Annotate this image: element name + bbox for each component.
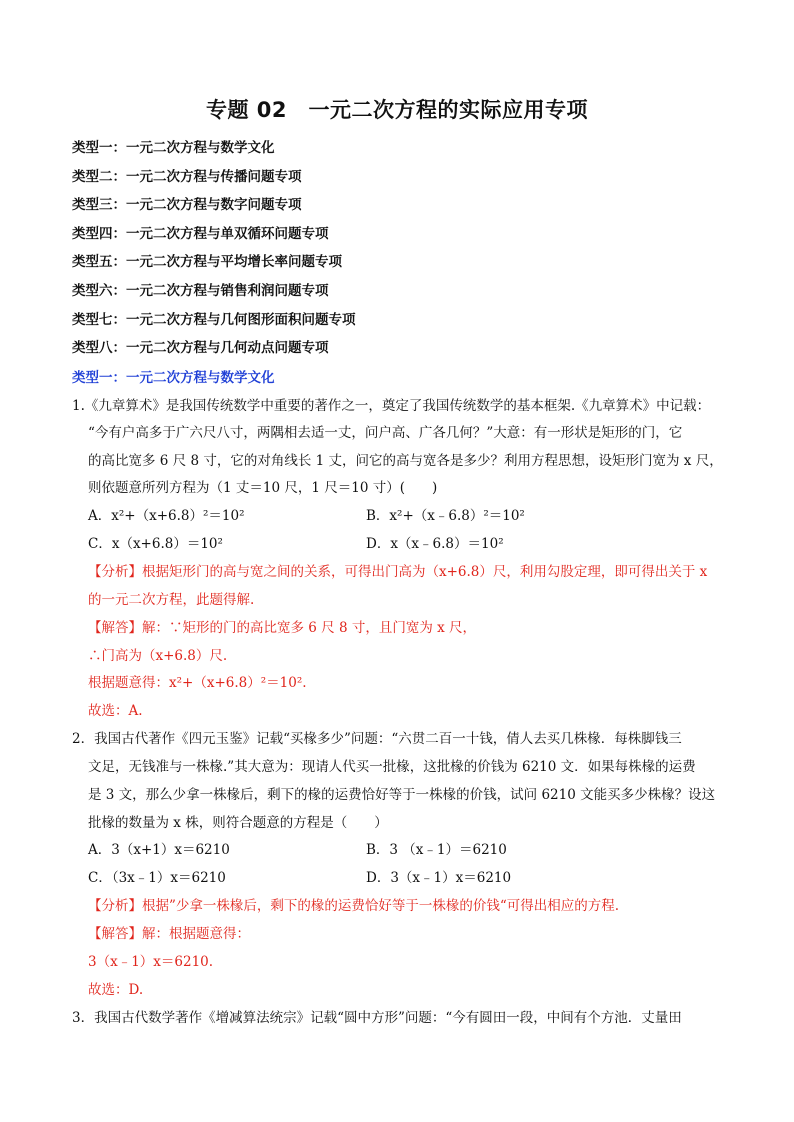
q1-stem-line-3: 的高比宽多 6 尺 8 寸，它的对角线长 1 丈，问它的高与宽各是多少？利用方程思想，设矩形门宽为 x 尺， [88, 453, 723, 469]
q2-solution-line-1 [88, 922, 250, 942]
section-heading: 类型一：一元二次方程与数学文化 [72, 370, 275, 386]
table-of-contents [72, 134, 356, 363]
q1-solution-line-2: ∴门高为（x+6.8）尺. [88, 648, 228, 664]
q1-option-c: C．x（x+6.8）＝10² [88, 536, 223, 552]
q2-solution-text: 解：根据题意得： [142, 926, 250, 942]
solution-tag: 【解答】 [88, 620, 142, 636]
q1-option-b: B．x²+（x﹣6.8）²＝10² [366, 508, 525, 524]
toc-item-6: 类型六：一元二次方程与销售利润问题专项 [72, 282, 329, 299]
q2-answer: 故选：D. [88, 982, 144, 998]
toc-item-7: 类型七：一元二次方程与几何图形面积问题专项 [72, 311, 356, 328]
q2-analysis-line-1 [88, 894, 619, 914]
q1-option-a: A．x²+（x+6.8）²＝10² [88, 508, 245, 524]
q1-analysis-text: 根据矩形门的高与宽之间的关系，可得出门高为（x+6.8）尺，利用勾股定理，即可得出关于 x [142, 564, 708, 580]
q2-option-c: C．（3x﹣1）x＝6210 [88, 870, 226, 886]
q2-option-d: D．3（x﹣1）x＝6210 [366, 870, 512, 886]
q3-stem-line-1: 3．我国古代数学著作《增减算法统宗》记载“圆中方形”问题：“今有圆田一段，中间有个方池．丈量田 [72, 1010, 682, 1026]
q1-answer: 故选：A. [88, 703, 143, 719]
q2-option-a: A．3（x+1）x＝6210 [88, 842, 230, 858]
toc-item-1: 类型一：一元二次方程与数学文化 [72, 140, 275, 156]
q1-analysis-line-1 [88, 560, 707, 580]
analysis-tag: 【分析】 [88, 564, 142, 580]
q2-stem-line-2: 文足，无钱准与一株椽.”其大意为：现请人代买一批椽，这批椽的价钱为 6210 文．如果每株椽的运费 [88, 759, 696, 775]
page-title: 专题 02 一元二次方程的实际应用专项 [205, 98, 589, 122]
toc-item-2: 类型二：一元二次方程与传播问题专项 [72, 168, 302, 185]
q1-stem-line-1: 1.《九章算术》是我国传统数学中重要的著作之一，奠定了我国传统数学的基本框架.《九章算术》中记载： [72, 398, 711, 414]
q2-analysis-text: 根据”少拿一株椽后，剩下的椽的运费恰好等于一株椽的价钱“可得出相应的方程. [142, 898, 620, 914]
toc-item-5: 类型五：一元二次方程与平均增长率问题专项 [72, 254, 342, 271]
q2-stem-line-4: 批椽的数量为 x 株，则符合题意的方程是（ ） [88, 815, 388, 831]
analysis-tag: 【分析】 [88, 898, 142, 914]
solution-tag: 【解答】 [88, 926, 142, 942]
q1-solution-text: 解：∵矩形的门的高比宽多 6 尺 8 寸，且门宽为 x 尺， [142, 620, 477, 636]
q1-solution-line-3: 根据题意得：x²+（x+6.8）²＝10². [88, 675, 307, 691]
q1-solution-line-1 [88, 616, 476, 636]
q2-stem-line-1: 2．我国古代著作《四元玉鉴》记载“买椽多少”问题：“六贯二百一十钱，倩人去买几株椽．每株脚钱三 [72, 731, 682, 747]
toc-item-8: 类型八：一元二次方程与几何动点问题专项 [72, 340, 329, 357]
q1-analysis-line-2: 的一元二次方程，此题得解. [88, 592, 255, 608]
toc-item-4: 类型四：一元二次方程与单双循环问题专项 [72, 225, 329, 242]
q1-stem-line-2: “今有户高多于广六尺八寸，两隅相去适一丈，问户高、广各几何？”大意：有一形状是矩形的门，它 [88, 425, 683, 441]
q2-solution-line-2: 3（x﹣1）x＝6210. [88, 954, 214, 970]
q1-option-d: D．x（x﹣6.8）＝10² [366, 536, 504, 552]
toc-item-3: 类型三：一元二次方程与数字问题专项 [72, 197, 302, 214]
q1-stem-line-4: 则依题意所列方程为（1 丈＝10 尺，1 尺＝10 寸）( ) [88, 480, 438, 496]
q2-option-b: B．3 （x﹣1）＝6210 [366, 842, 507, 858]
q2-stem-line-3: 是 3 文，那么少拿一株椽后，剩下的椽的运费恰好等于一株椽的价钱，试问 6210 文能买多少株椽？设这 [88, 787, 716, 803]
